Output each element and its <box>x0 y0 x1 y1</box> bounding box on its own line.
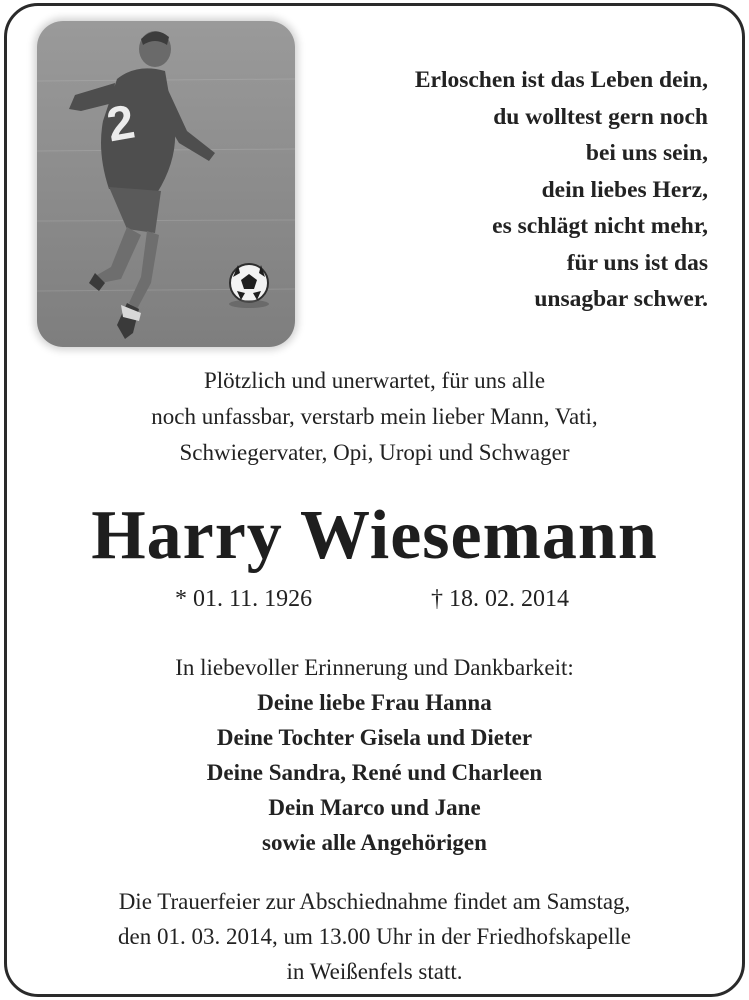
obituary-card <box>4 3 745 997</box>
jersey-number: 2 <box>103 95 139 153</box>
mourner-name: Deine Tochter Gisela und Dieter <box>216 725 533 750</box>
announcement-line: Schwiegervater, Opi, Uropi und Schwager <box>179 440 570 465</box>
mourners-section <box>7 650 742 860</box>
poem-line: dein liebes Herz, <box>541 176 708 203</box>
poem-line: unsagbar schwer. <box>534 286 708 312</box>
poem-line: Erloschen ist das Leben dein, <box>414 67 708 93</box>
poem-line: bei uns sein, <box>585 140 708 166</box>
birth-date: * 01. 11. 1926 <box>175 586 313 612</box>
service-line: den 01. 03. 2014, um 13.00 Uhr in der Friedhofskapelle <box>118 924 631 949</box>
announcement-text <box>7 363 742 471</box>
mourner-name: sowie alle Angehörigen <box>262 830 487 855</box>
service-line: in Weißenfels statt. <box>286 959 463 984</box>
service-line: Die Trauerfeier zur Abschiednahme findet am Samstag, <box>118 889 631 914</box>
deceased-name: Harry Wiesemann <box>91 497 658 574</box>
mourner-name: Deine Sandra, René und Charleen <box>206 760 543 785</box>
announcement-line: noch unfassbar, verstarb mein lieber Mann, Vati, <box>151 404 598 429</box>
soccer-ball-icon <box>230 264 268 302</box>
soccer-player-photo <box>37 21 295 347</box>
mourner-name: Deine liebe Frau Hanna <box>257 690 492 715</box>
poem <box>308 62 708 318</box>
poem-line: du wolltest gern noch <box>493 103 708 130</box>
funeral-service-info <box>7 884 742 989</box>
poem-line: für uns ist das <box>566 249 708 276</box>
mourners-heading: In liebevoller Erinnerung und Dankbarkeit: <box>175 655 574 680</box>
death-date: † 18. 02. 2014 <box>431 586 569 612</box>
poem-line: es schlägt nicht mehr, <box>492 213 708 239</box>
announcement-line: Plötzlich und unerwartet, für uns alle <box>203 368 546 393</box>
mourner-name: Dein Marco und Jane <box>268 795 481 820</box>
